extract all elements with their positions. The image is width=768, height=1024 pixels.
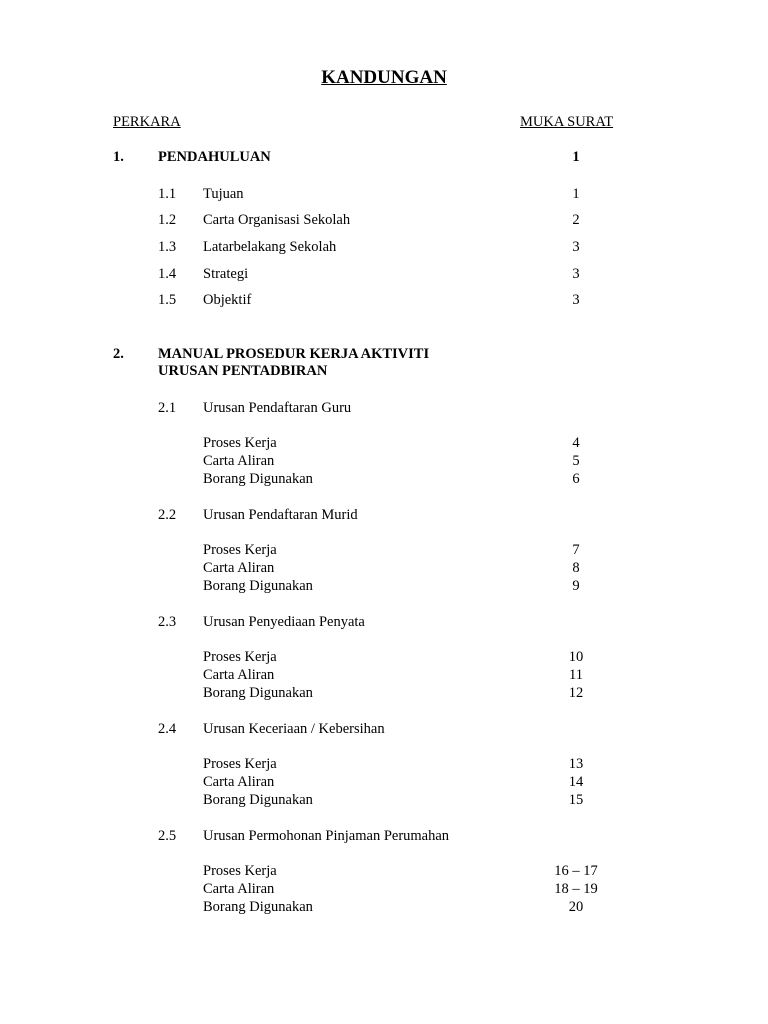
toc-item-label: Objektif [203, 292, 252, 308]
section-1-page: 1 [572, 149, 580, 165]
toc-item-label: Borang Digunakan [203, 792, 313, 808]
subsection-title: Urusan Penyediaan Penyata [203, 614, 365, 630]
section-1-title: PENDAHULUAN [158, 149, 271, 165]
toc-item-page: 11 [569, 667, 583, 683]
toc-item-number: 1.4 [158, 266, 177, 282]
toc-item-label: Borang Digunakan [203, 578, 313, 594]
toc-item-label: Strategi [203, 266, 249, 282]
toc-item-number: 1.3 [158, 239, 177, 255]
toc-item-page: 18 – 19 [554, 881, 598, 897]
toc-item-number: 1.5 [158, 292, 177, 308]
toc-item-label: Proses Kerja [203, 435, 277, 451]
subsection-title: Urusan Pendaftaran Murid [203, 507, 358, 523]
toc-item-page: 13 [568, 756, 584, 772]
toc-item-page: 3 [572, 292, 580, 308]
toc-item-page: 15 [568, 792, 584, 808]
toc-item-page: 16 – 17 [554, 863, 598, 879]
page-title: KANDUNGAN [321, 67, 447, 88]
toc-item-page: 3 [572, 266, 580, 282]
toc-item-page: 10 [568, 649, 584, 665]
toc-item-label: Carta Organisasi Sekolah [203, 212, 351, 228]
toc-item-label: Proses Kerja [203, 863, 277, 879]
toc-item-page: 20 [568, 899, 584, 915]
toc-item-number: 1.2 [158, 212, 177, 228]
section-2-number: 2. [113, 346, 124, 362]
subsection-number: 2.1 [158, 400, 177, 416]
toc-item-label: Carta Aliran [203, 560, 275, 576]
section-1-number: 1. [113, 149, 124, 165]
toc-item-label: Carta Aliran [203, 453, 275, 469]
subsection-number: 2.2 [158, 507, 177, 523]
toc-item-page: 3 [572, 239, 580, 255]
section-2-title-line-2: URUSAN PENTADBIRAN [158, 363, 328, 379]
toc-item-page: 4 [572, 435, 580, 451]
subsection-title: Urusan Permohonan Pinjaman Perumahan [203, 828, 450, 844]
section-2-title-line-1: MANUAL PROSEDUR KERJA AKTIVITI [158, 346, 430, 362]
toc-item-label: Proses Kerja [203, 756, 277, 772]
toc-item-page: 2 [572, 212, 580, 228]
toc-item-page: 14 [568, 774, 584, 790]
toc-item-label: Latarbelakang Sekolah [203, 239, 337, 255]
toc-item-label: Carta Aliran [203, 667, 275, 683]
toc-item-label: Proses Kerja [203, 542, 277, 558]
toc-item-label: Tujuan [203, 186, 244, 202]
toc-item-page: 5 [572, 453, 580, 469]
toc-item-label: Carta Aliran [203, 881, 275, 897]
toc-item-label: Borang Digunakan [203, 471, 313, 487]
toc-item-label: Carta Aliran [203, 774, 275, 790]
toc-item-number: 1.1 [158, 186, 177, 202]
toc-item-page: 7 [572, 542, 580, 558]
column-header-muka-surat: MUKA SURAT [520, 114, 614, 130]
toc-item-page: 8 [572, 560, 580, 576]
toc-item-page: 6 [572, 471, 580, 487]
subsection-title: Urusan Pendaftaran Guru [203, 400, 352, 416]
toc-item-page: 1 [572, 186, 580, 202]
toc-item-label: Borang Digunakan [203, 899, 313, 915]
subsection-title: Urusan Keceriaan / Kebersihan [203, 721, 385, 737]
subsection-number: 2.5 [158, 828, 177, 844]
subsection-number: 2.3 [158, 614, 177, 630]
toc-item-page: 9 [572, 578, 580, 594]
toc-item-label: Borang Digunakan [203, 685, 313, 701]
subsection-number: 2.4 [158, 721, 177, 737]
toc-item-page: 12 [568, 685, 584, 701]
column-header-perkara: PERKARA [113, 114, 181, 130]
toc-item-label: Proses Kerja [203, 649, 277, 665]
